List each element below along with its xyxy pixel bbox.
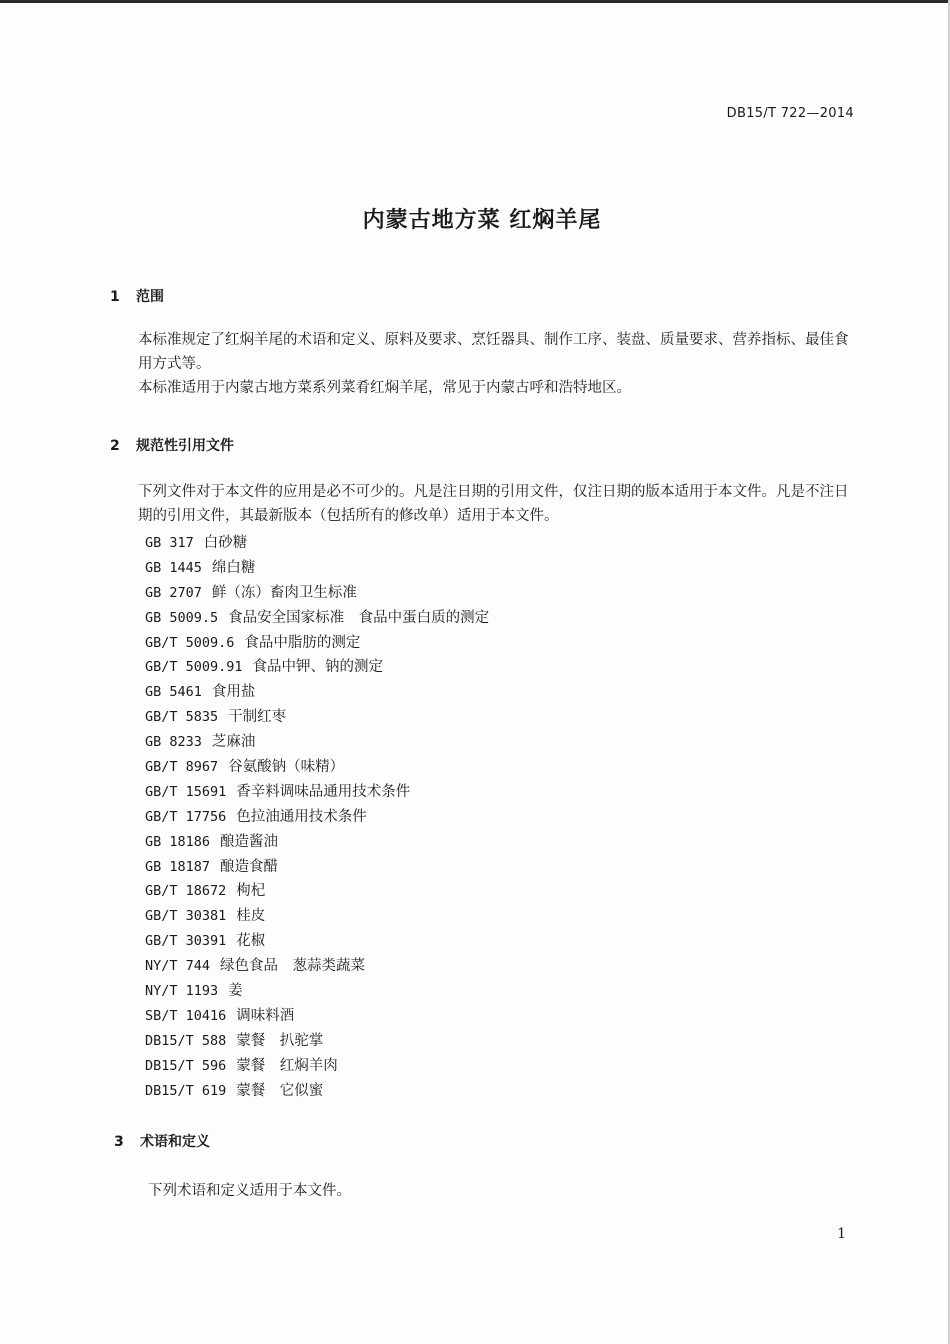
reference-name: 绿色食品 葱蒜类蔬菜 xyxy=(220,958,366,975)
reference-code: SB/T 10416 xyxy=(145,1007,227,1024)
reference-name: 调味料酒 xyxy=(236,1007,295,1024)
reference-name: 色拉油通用技术条件 xyxy=(236,808,367,825)
reference-item xyxy=(145,755,489,780)
reference-name: 食品中脂肪的测定 xyxy=(244,634,361,651)
reference-code: GB 1445 xyxy=(145,559,202,576)
document-code: DB15/T 722—2014 xyxy=(726,106,854,121)
reference-name: 蒙餐 它似蜜 xyxy=(236,1082,324,1099)
reference-code: GB/T 15691 xyxy=(145,783,227,800)
reference-code: GB 2707 xyxy=(145,584,202,601)
document-title: 内蒙古地方菜 红焖羊尾 xyxy=(362,208,602,233)
reference-code: GB/T 30381 xyxy=(145,908,227,925)
reference-name: 芝麻油 xyxy=(211,734,256,751)
reference-code: DB15/T 596 xyxy=(145,1057,227,1074)
section-title: 术语和定义 xyxy=(140,1134,210,1150)
reference-item xyxy=(145,780,489,805)
reference-code: GB/T 5009.91 xyxy=(145,659,243,676)
reference-item xyxy=(145,730,489,755)
reference-code: GB 18186 xyxy=(145,833,211,850)
reference-item xyxy=(145,830,489,855)
reference-code: GB 317 xyxy=(145,535,194,551)
reference-name: 蒙餐 红焖羊肉 xyxy=(236,1057,338,1074)
paragraph: 本标准规定了红焖羊尾的术语和定义、原料及要求、烹饪器具、制作工序、装盘、质量要求、营养指标、最佳食用方式等。 xyxy=(138,332,849,372)
reference-item xyxy=(145,1029,489,1054)
section-body-scope xyxy=(110,328,860,400)
reference-item xyxy=(145,631,489,656)
section-title: 范围 xyxy=(136,289,164,305)
reference-name: 酿造酱油 xyxy=(220,833,279,850)
reference-name: 食用盐 xyxy=(211,684,256,701)
reference-item xyxy=(145,904,489,929)
section-number: 1 xyxy=(110,289,120,305)
reference-name: 绵白糖 xyxy=(211,559,256,576)
reference-code: GB/T 8967 xyxy=(145,759,219,776)
page-top-edge xyxy=(0,0,950,3)
reference-code: GB 8233 xyxy=(145,734,202,751)
section-intro-terms xyxy=(120,1179,870,1203)
section-intro-references xyxy=(110,480,860,528)
reference-item xyxy=(145,1054,489,1079)
reference-code: GB/T 17756 xyxy=(145,808,227,825)
reference-code: GB 5461 xyxy=(145,684,202,701)
reference-name: 香辛料调味品通用技术条件 xyxy=(236,783,411,800)
reference-name: 酿造食醋 xyxy=(220,858,279,875)
reference-item xyxy=(145,855,489,880)
reference-code: DB15/T 588 xyxy=(145,1032,227,1049)
reference-name: 食品中钾、钠的测定 xyxy=(252,659,384,676)
reference-item xyxy=(145,531,489,556)
reference-code: GB 5009.5 xyxy=(145,609,219,626)
reference-name: 花椒 xyxy=(236,933,266,950)
reference-code: GB/T 30391 xyxy=(145,933,227,950)
paragraph: 下列术语和定义适用于本文件。 xyxy=(148,1183,351,1199)
reference-item xyxy=(145,1079,489,1104)
reference-item xyxy=(145,556,489,581)
reference-item xyxy=(145,805,489,830)
reference-name: 姜 xyxy=(228,983,243,1000)
reference-item xyxy=(145,655,489,680)
section-heading-terms-definitions xyxy=(114,1131,210,1151)
reference-code: DB15/T 619 xyxy=(145,1082,227,1099)
reference-name: 白砂糖 xyxy=(203,535,248,551)
reference-item xyxy=(145,606,489,631)
reference-name: 干制红枣 xyxy=(228,709,287,726)
reference-item xyxy=(145,979,489,1004)
section-heading-scope xyxy=(110,286,164,306)
paragraph: 本标准适用于内蒙古地方菜系列菜肴红焖羊尾，常见于内蒙古呼和浩特地区。 xyxy=(138,380,631,396)
reference-name: 谷氨酸钠（味精） xyxy=(228,759,345,776)
reference-code: NY/T 744 xyxy=(145,958,211,975)
reference-name: 枸杞 xyxy=(236,883,266,900)
reference-name: 桂皮 xyxy=(236,908,266,925)
section-title: 规范性引用文件 xyxy=(136,438,234,454)
reference-name: 鲜（冻）畜肉卫生标准 xyxy=(211,584,357,601)
section-number: 2 xyxy=(110,438,120,454)
reference-list xyxy=(145,531,489,1103)
reference-code: GB 18187 xyxy=(145,858,211,875)
reference-item xyxy=(145,581,489,606)
reference-code: GB/T 5835 xyxy=(145,709,219,726)
reference-name: 蒙餐 扒驼掌 xyxy=(236,1032,324,1049)
reference-item xyxy=(145,879,489,904)
reference-item xyxy=(145,680,489,705)
reference-item xyxy=(145,705,489,730)
paragraph: 下列文件对于本文件的应用是必不可少的。凡是注日期的引用文件，仅注日期的版本适用于本文件。凡是不注日期的引用文件，其最新版本（包括所有的修改单）适用于本文件。 xyxy=(138,484,849,524)
reference-item xyxy=(145,1004,489,1029)
reference-code: GB/T 18672 xyxy=(145,883,227,900)
reference-name: 食品安全国家标准 食品中蛋白质的测定 xyxy=(228,609,490,626)
reference-code: GB/T 5009.6 xyxy=(145,634,235,651)
reference-code: NY/T 1193 xyxy=(145,983,219,1000)
section-number: 3 xyxy=(114,1134,124,1150)
reference-item xyxy=(145,929,489,954)
section-heading-normative-references xyxy=(110,435,234,455)
reference-item xyxy=(145,954,489,979)
page-number: 1 xyxy=(837,1226,846,1242)
